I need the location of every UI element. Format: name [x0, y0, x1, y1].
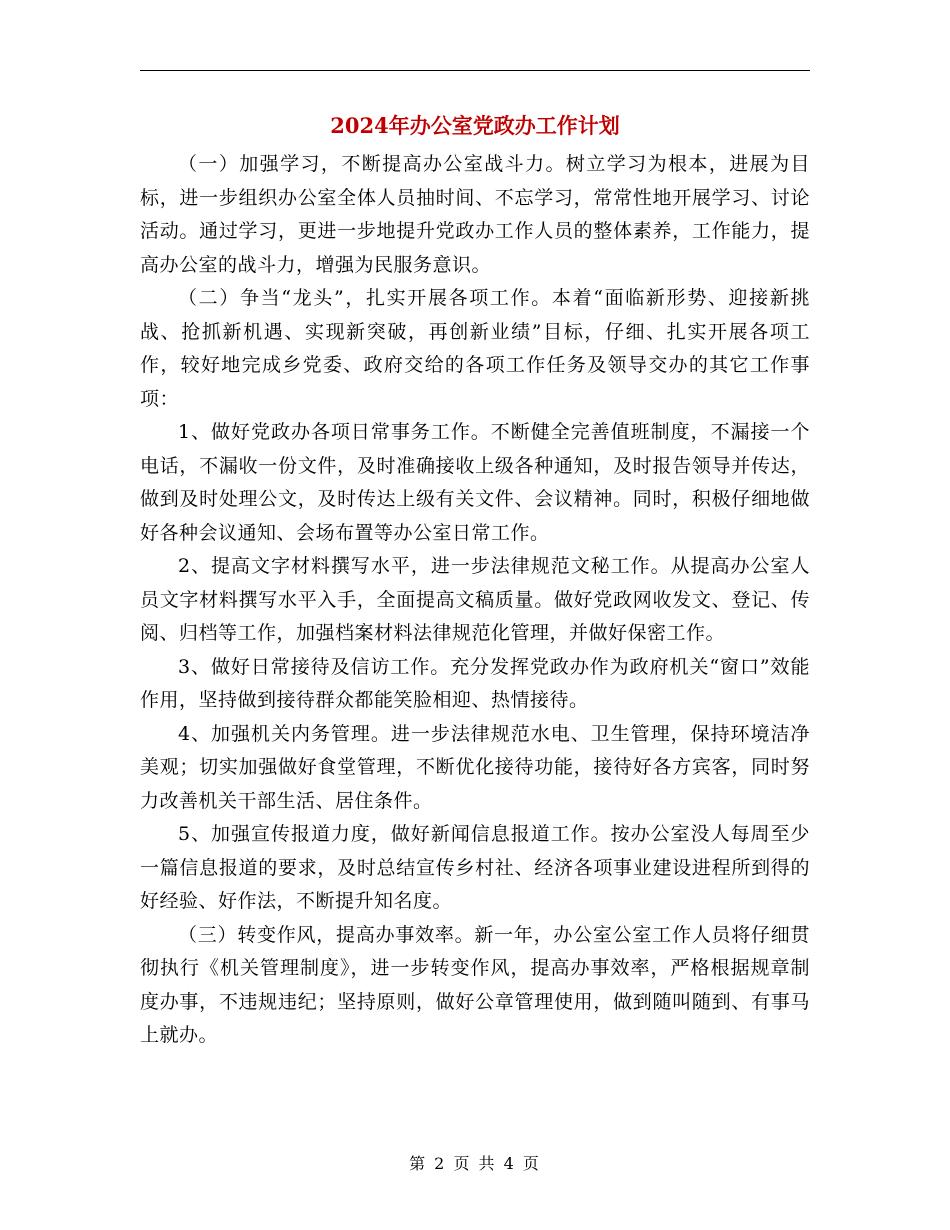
paragraph-2: （二）争当“龙头”，扎实开展各项工作。本着“面临新形势、迎接新挑战、抢抓新机遇、实现新突破，再创新业绩”目标，仔细、扎实开展各项工作，较好地完成乡党委、政府交给的各项工作任务及领导交办的其它工作事项： [140, 287, 810, 410]
header-rule [140, 70, 810, 71]
paragraph-3: 1、做好党政办各项日常事务工作。不断健全完善值班制度，不漏接一个电话，不漏收一份文件，及时准确接收上级各种通知，及时报告领导并传达，做到及时处理公文，及时传达上级有关文件、会议精神。同时，积极仔细地做好各种会议通知、会场布置等办公室日常工作。 [140, 421, 810, 544]
paragraph-4: 2、提高文字材料撰写水平，进一步法律规范文秘工作。从提高办公室人员文字材料撰写水平入手，全面提高文稿质量。做好党政网收发文、登记、传阅、归档等工作，加强档案材料法律规范化管理，并做好保密工作。 [140, 555, 810, 644]
document-title: 2024年办公室党政办工作计划 [330, 113, 620, 138]
paragraph-8: （三）转变作风，提高办事效率。新一年，办公室公室工作人员将仔细贯彻执行《机关管理制度》，进一步转变作风，提高办事效率，严格根据规章制度办事，不违规违纪；坚持原则，做好公章管理使用，做到随叫随到、有事马上就办。 [140, 923, 810, 1046]
page-number-footer: 第 2 页 共 4 页 [409, 1154, 541, 1173]
paragraph-7: 5、加强宣传报道力度，做好新闻信息报道工作。按办公室没人每周至少一篇信息报道的要求，及时总结宣传乡村社、经济各项事业建设进程所到得的好经验、好作法，不断提升知名度。 [140, 823, 810, 912]
paragraph-6: 4、加强机关内务管理。进一步法律规范水电、卫生管理，保持环境洁净美观；切实加强做好食堂管理，不断优化接待功能，接待好各方宾客，同时努力改善机关干部生活、居住条件。 [140, 722, 810, 812]
paragraph-5: 3、做好日常接待及信访工作。充分发挥党政办作为政府机关“窗口”效能作用，坚持做到接待群众都能笑脸相迎、热情接待。 [140, 655, 810, 711]
document-body [140, 148, 810, 1053]
paragraph-1: （一）加强学习，不断提高办公室战斗力。树立学习为根本，进展为目标，进一步组织办公室全体人员抽时间、不忘学习，常常性地开展学习、讨论活动。通过学习，更进一步地提升党政办工作人员的整体素养，工作能力，提高办公室的战斗力，增强为民服务意识。 [140, 153, 810, 276]
